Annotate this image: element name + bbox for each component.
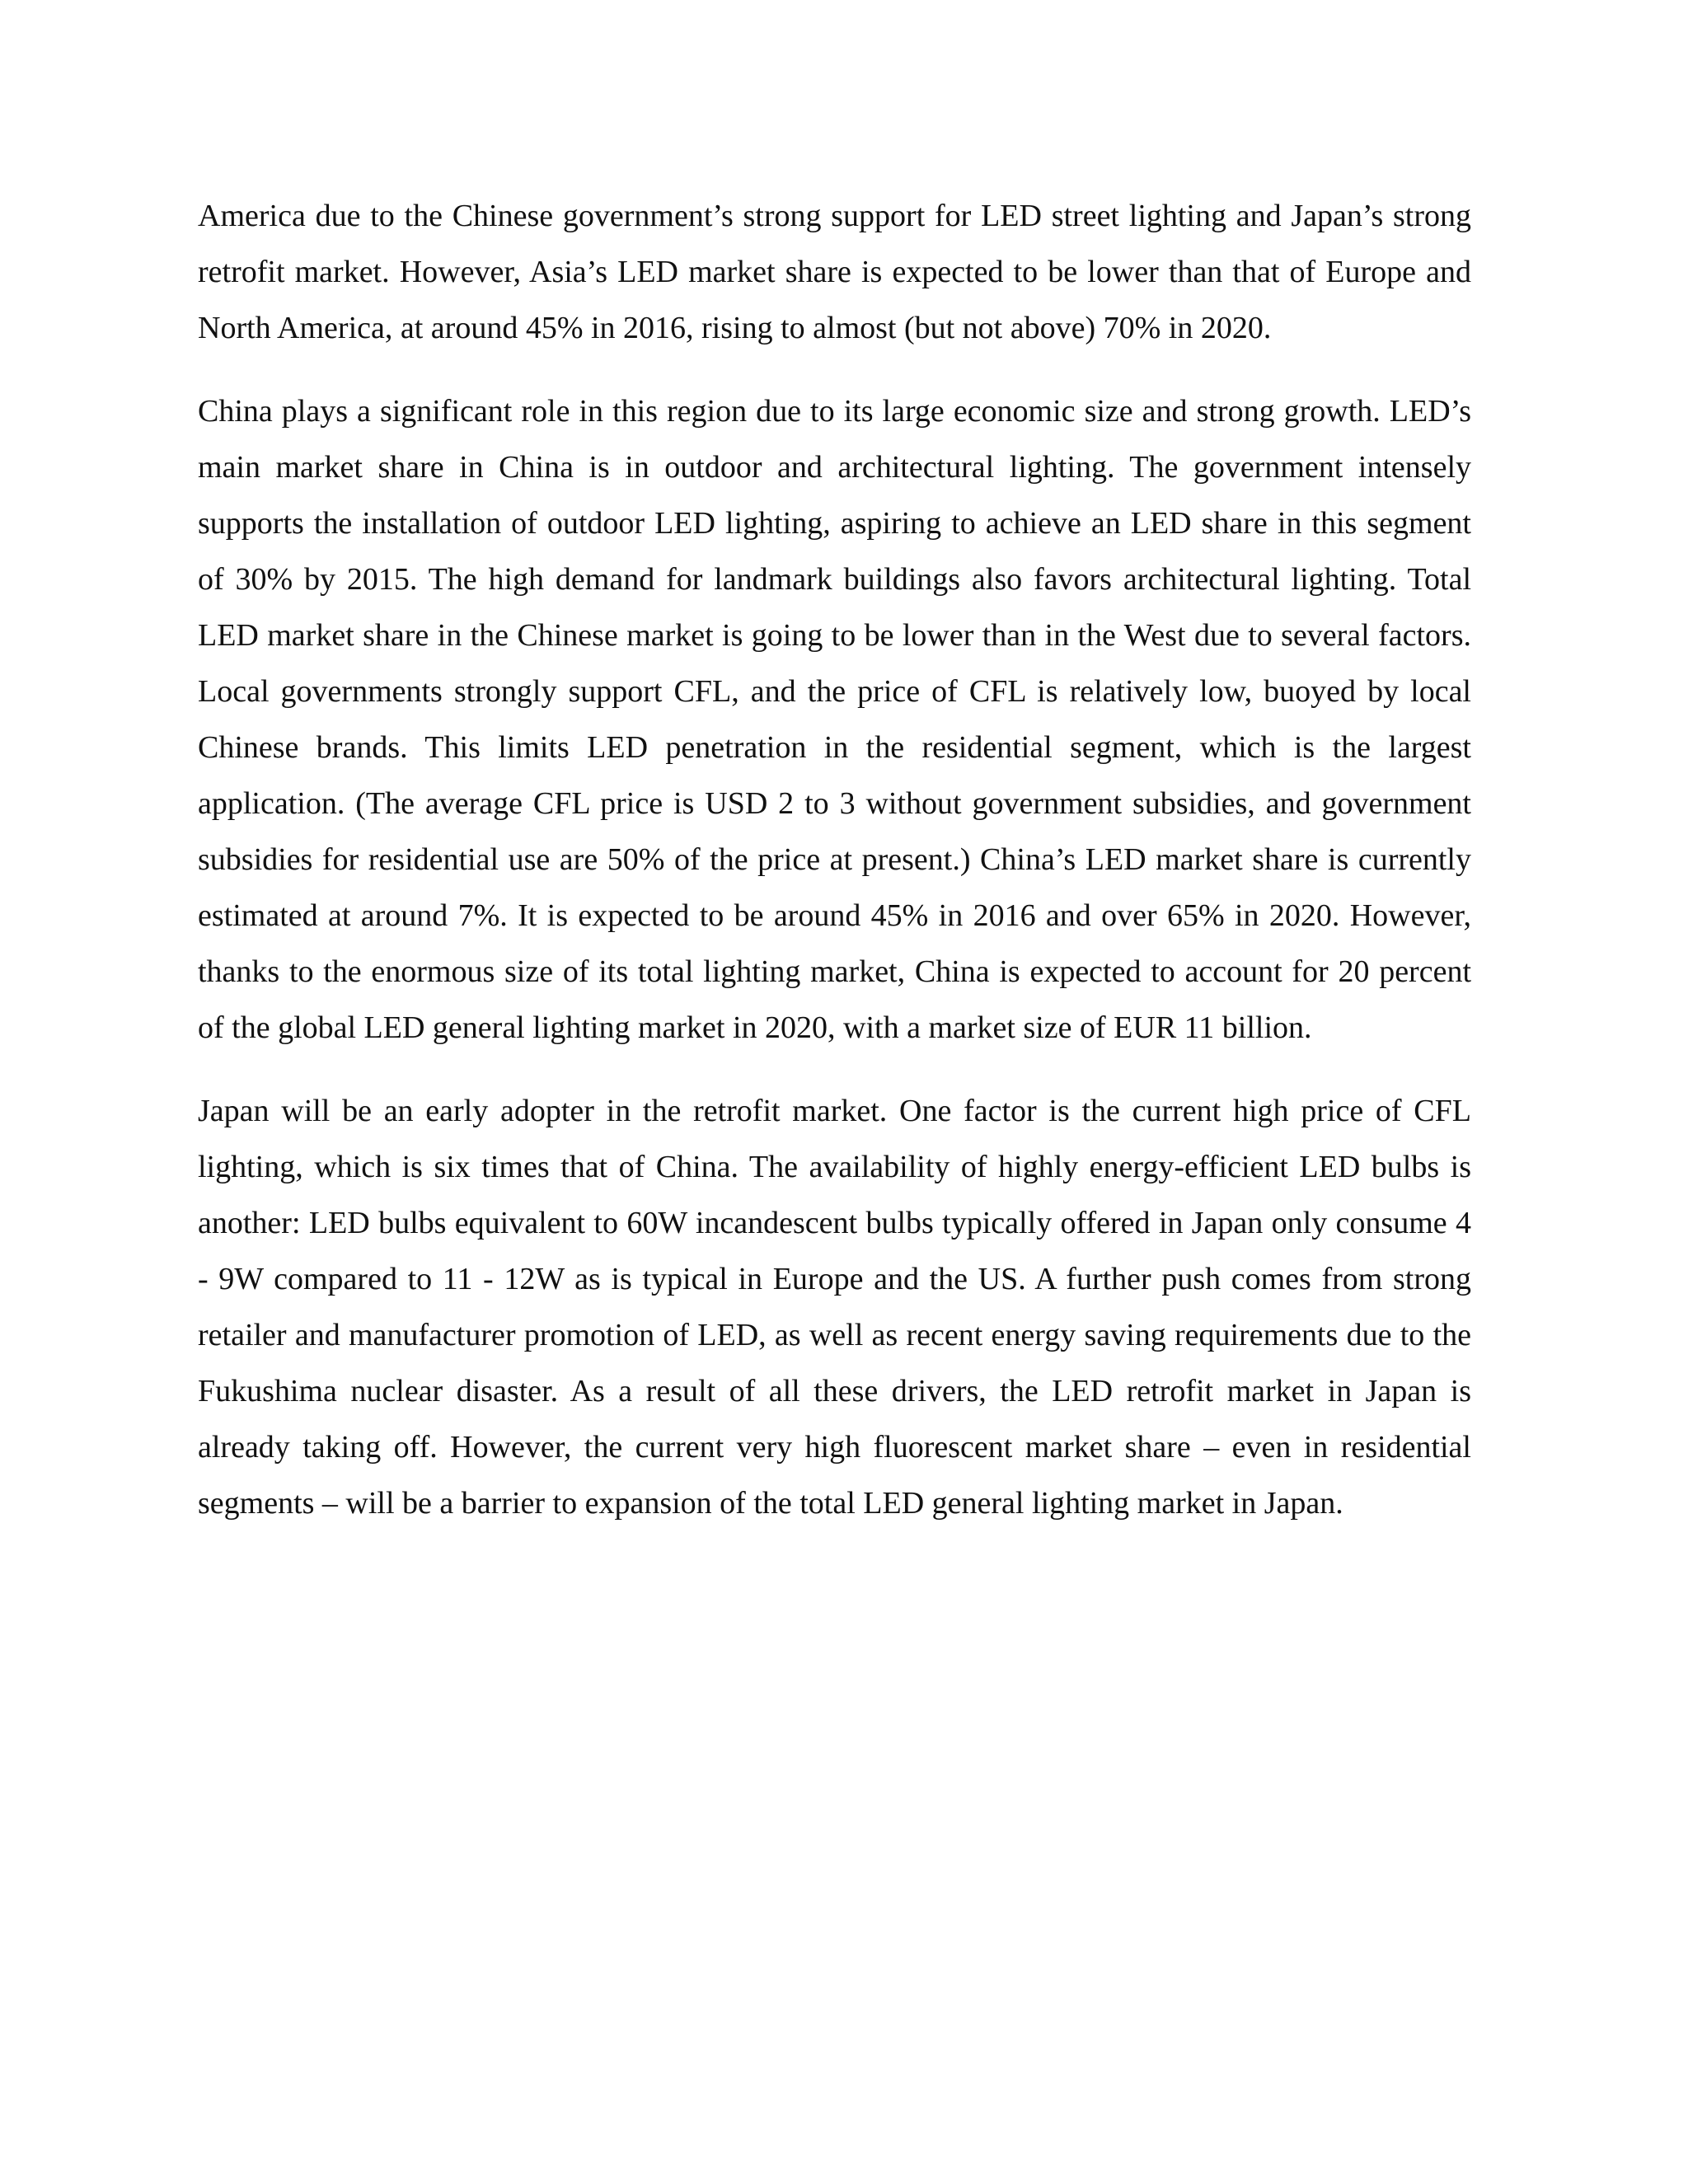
paragraph-china-led-market: China plays a significant role in this region due to its large economic size and strong growth. LED’s main market share in China is in outdoor and architectural lighting. The government intensely supports the installation of outdoor LED lighting, aspiring to achieve an LED share in this segment of 30% by 2015. The high demand for landmark buildings also favors architectural lighting. Total LED market share in the Chinese market is going to be lower than in the West due to several factors. Local governments strongly support CFL, and the price of CFL is relatively low, buoyed by local Chinese brands. This limits LED penetration in the residential segment, which is the largest application. (The average CFL price is USD 2 to 3 without government subsidies, and government subsidies for residential use are 50% of the price at present.) China’s LED market share is currently estimated at around 7%. It is expected to be around 45% in 2016 and over 65% in 2020. However, thanks to the enormous size of its total lighting market, China is expected to account for 20 percent of the global LED general lighting market in 2020, with a market size of EUR 11 billion.	[198, 394, 1471, 1045]
paragraph-japan-retrofit-market: Japan will be an early adopter in the retrofit market. One factor is the current high price of CFL lighting, which is six times that of China. The availability of highly energy-efficient LED bulbs is another: LED bulbs equivalent to 60W incandescent bulbs typically offered in Japan only consume 4 - 9W compared to 11 - 12W as is typical in Europe and the US. A further push comes from strong retailer and manufacturer promotion of LED, as well as recent energy saving requirements due to the Fukushima nuclear disaster. As a result of all these drivers, the LED retrofit market in Japan is already taking off. However, the current very high fluorescent market share – even in residential segments – will be a barrier to expansion of the total LED general lighting market in Japan.	[198, 1094, 1471, 1521]
document-body	[198, 188, 1471, 1558]
paragraph-asia-led-share: America due to the Chinese government’s strong support for LED street lighting and Japan’s strong retrofit market. However, Asia’s LED market share is expected to be lower than that of Europe and North America, at around 45% in 2016, rising to almost (but not above) 70% in 2020.	[198, 199, 1471, 345]
